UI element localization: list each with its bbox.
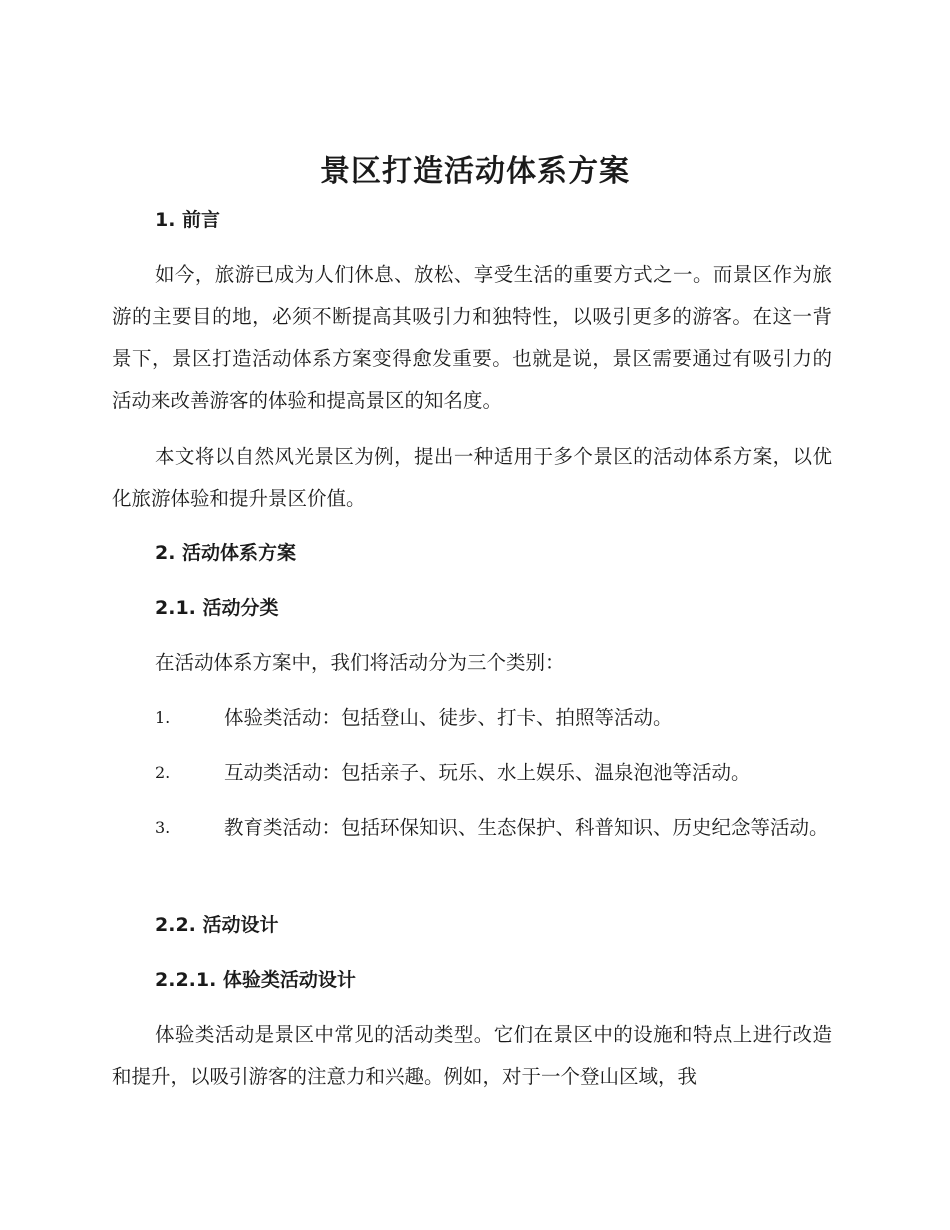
- list-item-text: 教育类活动：包括环保知识、生态保护、科普知识、历史纪念等活动。: [224, 816, 829, 839]
- heading-activity-system: 2. 活动体系方案: [155, 542, 297, 564]
- list-item: [112, 807, 832, 849]
- list-item-number: 3.: [155, 818, 171, 837]
- list-item: [112, 752, 832, 794]
- heading-activity-category: 2.1. 活动分类: [155, 597, 279, 619]
- list-item-number: 1.: [155, 708, 171, 727]
- list-item-text: 体验类活动：包括登山、徒步、打卡、拍照等活动。: [224, 706, 673, 729]
- list-item-number: 2.: [155, 763, 171, 782]
- heading-activity-design: 2.2. 活动设计: [155, 914, 279, 936]
- list-item: [112, 697, 832, 739]
- document-title: 景区打造活动体系方案: [320, 154, 630, 189]
- list-item-text: 互动类活动：包括亲子、玩乐、水上娱乐、温泉泡池等活动。: [224, 761, 751, 784]
- paragraph-experience: 体验类活动是景区中常见的活动类型。它们在景区中的设施和特点上进行改造和提升，以吸引游客的注意力和兴趣。例如，对于一个登山区域，我: [112, 1023, 832, 1088]
- paragraph-preface-2: 本文将以自然风光景区为例，提出一种适用于多个景区的活动体系方案，以优化旅游体验和提升景区价值。: [112, 445, 832, 510]
- paragraph-preface-1: 如今，旅游已成为人们休息、放松、享受生活的重要方式之一。而景区作为旅游的主要目的地，必须不断提高其吸引力和独特性，以吸引更多的游客。在这一背景下，景区打造活动体系方案变得愈发重要。也就是说，景区需要通过有吸引力的活动来改善游客的体验和提高景区的知名度。: [112, 263, 832, 412]
- heading-preface: 1. 前言: [155, 209, 221, 231]
- heading-experience-design: 2.2.1. 体验类活动设计: [155, 969, 356, 991]
- paragraph-category-intro: 在活动体系方案中，我们将活动分为三个类别：: [155, 651, 565, 674]
